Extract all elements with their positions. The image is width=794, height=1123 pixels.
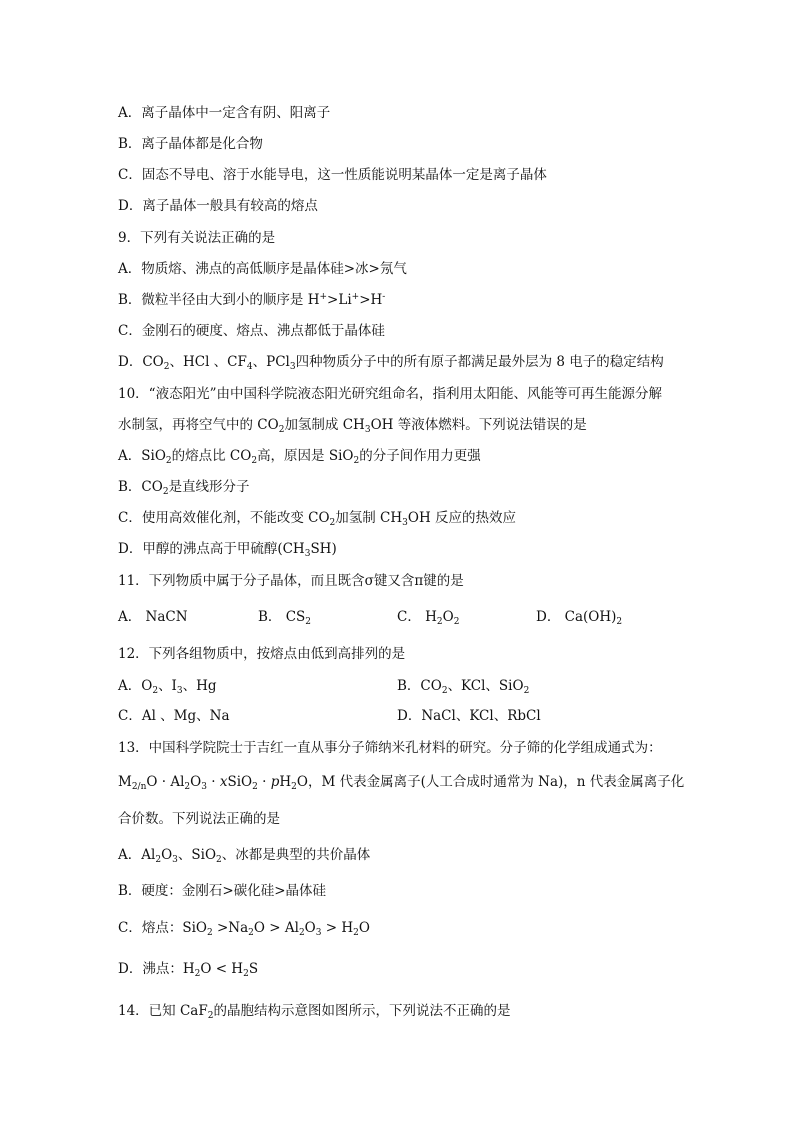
q12-stem: 12．下列各组物质中，按熔点由低到高排列的是 [118, 646, 406, 662]
q12-option-c: C．Al 、Mg、Na [118, 708, 230, 724]
q13-option-c: C．熔点：$SiO_2 >Na_2O > Al_2O_3 > H_2O$ [118, 920, 370, 938]
q9-option-b: B．微粒半径由大到小的顺序是 H+>Li+>H- [118, 292, 386, 308]
q8-option-c: C．固态不导电、溶于水能导电，这一性质能说明某晶体一定是离子晶体 [118, 167, 547, 183]
q10-option-a: A．SiO$_2$的熔点比 $CO_2$高，原因是 SiO$_2$的分子间作用力更强 [118, 448, 481, 466]
q9-option-d: D．$CO_2$、HCl 、$CF_4$、PCl$_3$四种物质分子中的所有原子都满足最外层为 8 电子的稳定结构 [118, 354, 664, 372]
q13-option-d: D．沸点：$H_2O < H_2S$ [118, 961, 259, 979]
q13-option-a: A．$Al_2O_3$、SiO$_2$、冰都是典型的共价晶体 [118, 847, 371, 865]
q13-stem-line3: 合价数。下列说法正确的是 [118, 811, 280, 827]
q9-option-a: A．物质熔、沸点的高低顺序是晶体硅>冰>氖气 [118, 261, 407, 277]
q10-stem-line1: 10．“液态阳光”由中国科学院液态阳光研究组命名，指利用太阳能、风能等可再生能源分解 [118, 386, 662, 402]
q13-stem-line1: 13．中国科学院院士于吉红一直从事分子筛纳米孔材料的研究。分子筛的化学组成通式为： [118, 740, 662, 756]
q13-formula-line: $M_{2/n}O \cdot Al_2O_3$ · xSiO$_2$ · $pH_2O$，M 代表金属离子(人工合成时通常为 Na)，n 代表金属离子化 [118, 774, 685, 792]
q12-option-a: A．$O_2$、$I_3$、Hg [118, 678, 217, 696]
q12-option-b: B．$CO_2$、KCl、SiO$_2$ [397, 678, 530, 696]
q8-option-b: B．离子晶体都是化合物 [118, 136, 263, 152]
q11-option-c: C． $H_2O_2$ [397, 609, 460, 627]
q10-option-d: D．甲醇的沸点高于甲硫醇$(CH_3SH)$ [118, 541, 337, 559]
q10-option-c: C．使用高效催化剂，不能改变 $CO_2$加氢制 $CH_3OH$ 反应的热效应 [118, 510, 517, 528]
q13-option-b: B．硬度：金刚石>碳化硅>晶体硅 [118, 883, 327, 899]
q14-stem: 14．已知 CaF$_2$的晶胞结构示意图如图所示，下列说法不正确的是 [118, 1003, 511, 1021]
q8-option-d: D．离子晶体一般具有较高的熔点 [118, 198, 318, 214]
q9-stem: 9．下列有关说法正确的是 [118, 230, 276, 246]
q11-option-a: A． NaCN [118, 609, 188, 625]
q11-option-d: D． $Ca(OH)_2$ [536, 609, 623, 627]
q11-stem: 11．下列物质中属于分子晶体，而且既含σ键又含π键的是 [118, 573, 464, 589]
q10-option-b: B．$CO_2$是直线形分子 [118, 479, 250, 497]
q12-option-d: D．NaCl、KCl、RbCl [397, 708, 541, 724]
q10-stem-line2: 水制氢，再将空气中的 $CO_2$加氢制成 $CH_3OH$ 等液体燃料。下列说法错误的是 [118, 417, 587, 435]
q8-option-a: A．离子晶体中一定含有阴、阳离子 [118, 105, 331, 121]
q11-option-b: B． $CS_2$ [258, 609, 312, 627]
q9-option-c: C．金刚石的硬度、熔点、沸点都低于晶体硅 [118, 323, 385, 339]
